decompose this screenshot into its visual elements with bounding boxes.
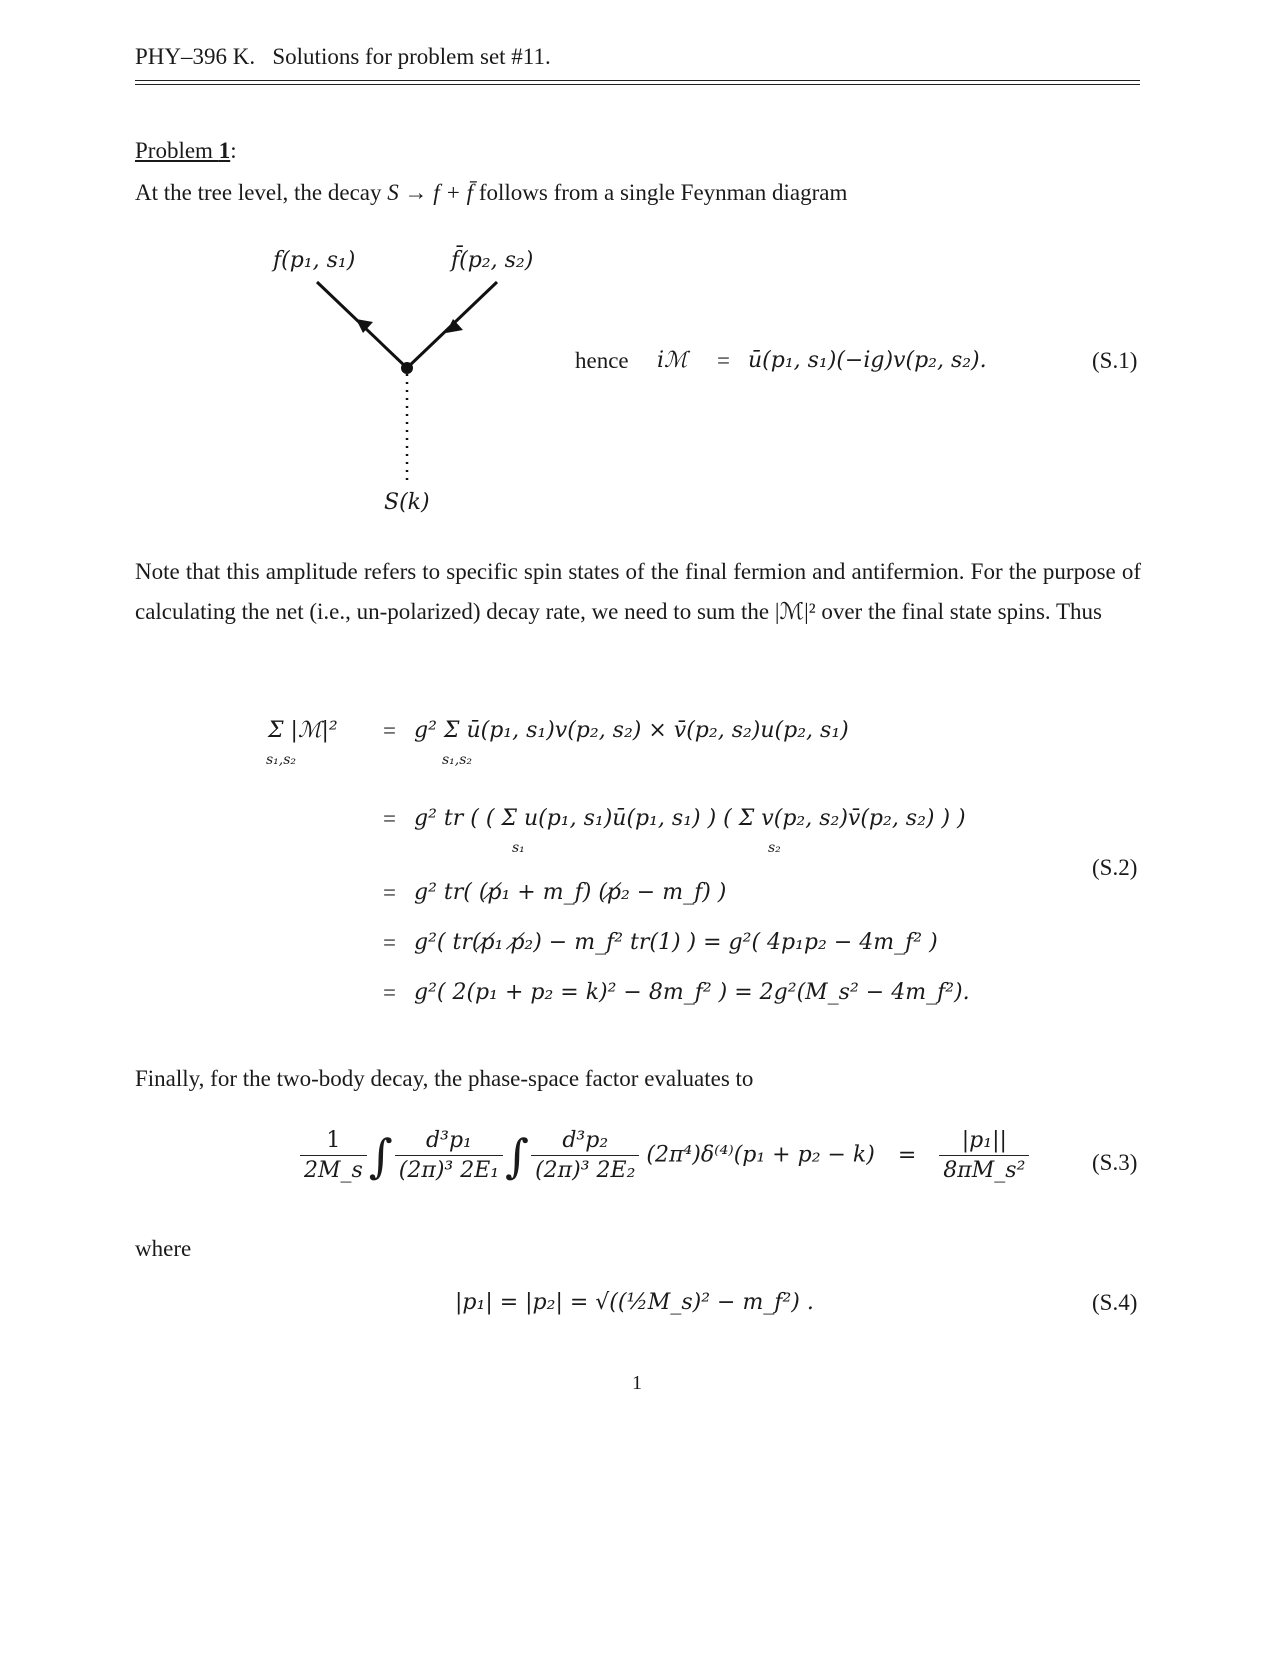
course-code: PHY–396 K. [135,44,256,69]
eq-s1-word: hence [575,348,629,373]
antifermion-arrow-icon [446,319,463,333]
page-number: 1 [632,1372,642,1394]
eq-s3-prefactor-den: 2M_s [304,1158,363,1183]
note-paragraph: Note that this amplitude refers to specific spin states of the final fermion and antifermion. For the purpose of calculating the net (i.e., un-polarized) decay rate, we need to sum the |ℳ|² over the final state spins. Thus [135,559,1141,624]
eq-s2-line1: g² Σ ū(p₁, s₁)v(p₂, s₂) × v̄(p₂, s₂)u(p₂, s₁) [414,718,849,743]
integral-sign-2: ∫ [505,1128,530,1183]
eq-s4-body: |p₁| = |p₂| = √((½M_s)² − m_f²) . [455,1290,814,1315]
eq-s1-tag: (S.1) [1092,348,1138,373]
eq-s3-result [939,1128,1029,1183]
eq-s3 [300,1128,1029,1183]
eq-s3-rel: = [897,1142,917,1168]
eq-s3-int2-den: (2π)³ 2E₂ [535,1158,636,1183]
where-word: where [135,1236,192,1261]
eq-s2-lhs-sub: s₁,s₂ [266,752,297,768]
problem-label [135,138,237,164]
eq-s2-line3: g² tr( (p̸₁ + m_f) (p̸₂ − m_f) ) [414,880,727,905]
eq-s2-line2-sub1: s₁ [512,840,525,856]
eq-s3-int2 [531,1128,639,1183]
eq-s2-rel-2: = [383,806,396,831]
intro-sentence [135,180,847,206]
eq-s2-line5: g²( 2(p₁ + p₂ = k)² − 8m_f² ) = 2g²(M_s² − 4m_f²). [414,980,970,1005]
intro-end: follows from a single Feynman diagram [473,180,848,205]
eq-s2-rel-1: = [383,718,396,743]
eq-s2-lhs: Σ |ℳ|² [268,718,338,743]
eq-s2-rel-4: = [383,930,396,955]
eq-s1-rel: = [717,348,730,373]
eq-s3-result-num: |p₁|| [939,1128,1029,1156]
vertex-dot [401,362,413,374]
running-header [135,44,551,70]
eq-s2-rel-5: = [383,980,396,1005]
decay-process: S → f + f̄ [387,180,474,205]
header-rule-bottom [135,84,1140,85]
fermion-label: f(p₁, s₁) [273,248,356,273]
eq-s2-line2-sub2: s₂ [768,840,781,856]
eq-s3-result-den: 8πM_s² [943,1158,1026,1183]
eq-s2-line1-sub: s₁,s₂ [442,752,473,768]
eq-s2-rel-3: = [383,880,396,905]
integral-sign-1: ∫ [368,1128,393,1183]
eq-s3-int1 [395,1128,503,1183]
antifermion-label: f̄(p₂, s₂) [451,248,534,273]
eq-s3-factor: (2π⁴)δ⁽⁴⁾(p₁ + p₂ − k) [646,1142,875,1168]
problem-label-suffix: : [230,138,237,163]
eq-s3-int2-num: d³p₂ [531,1128,639,1156]
problem-label-prefix: Problem [135,138,219,163]
header-rule-top [135,80,1140,81]
eq-s2-tag: (S.2) [1092,855,1138,880]
final-paragraph: Finally, for the two-body decay, the phase-space factor evaluates to [135,1066,754,1091]
scalar-label: S(k) [384,490,430,515]
eq-s3-tag: (S.3) [1092,1150,1138,1175]
eq-s1-rhs: ū(p₁, s₁)(−ig)v(p₂, s₂). [748,348,987,373]
header-title: Solutions for problem set #11. [272,44,551,69]
eq-s3-prefactor-num: 1 [300,1128,367,1156]
problem-number: 1 [218,138,231,163]
feynman-diagram [260,240,580,520]
eq-s3-int1-den: (2π)³ 2E₁ [398,1158,500,1183]
eq-s3-int1-num: d³p₁ [395,1128,503,1156]
eq-s3-prefactor [300,1128,367,1183]
eq-s4-tag: (S.4) [1092,1290,1138,1315]
fermion-arrow-icon [356,319,373,333]
eq-s2-line4: g²( tr(p̸₁ p̸₂) − m_f² tr(1) ) = g²( 4p₁p₂ − 4m_f² ) [414,930,938,955]
eq-s2-line2: g² tr ( ( Σ u(p₁, s₁)ū(p₁, s₁) ) ( Σ v(p₂, s₂)v̄(p₂, s₂) ) ) [414,806,966,831]
eq-s1-lhs: iℳ [657,348,688,373]
intro-start: At the tree level, the decay [135,180,388,205]
